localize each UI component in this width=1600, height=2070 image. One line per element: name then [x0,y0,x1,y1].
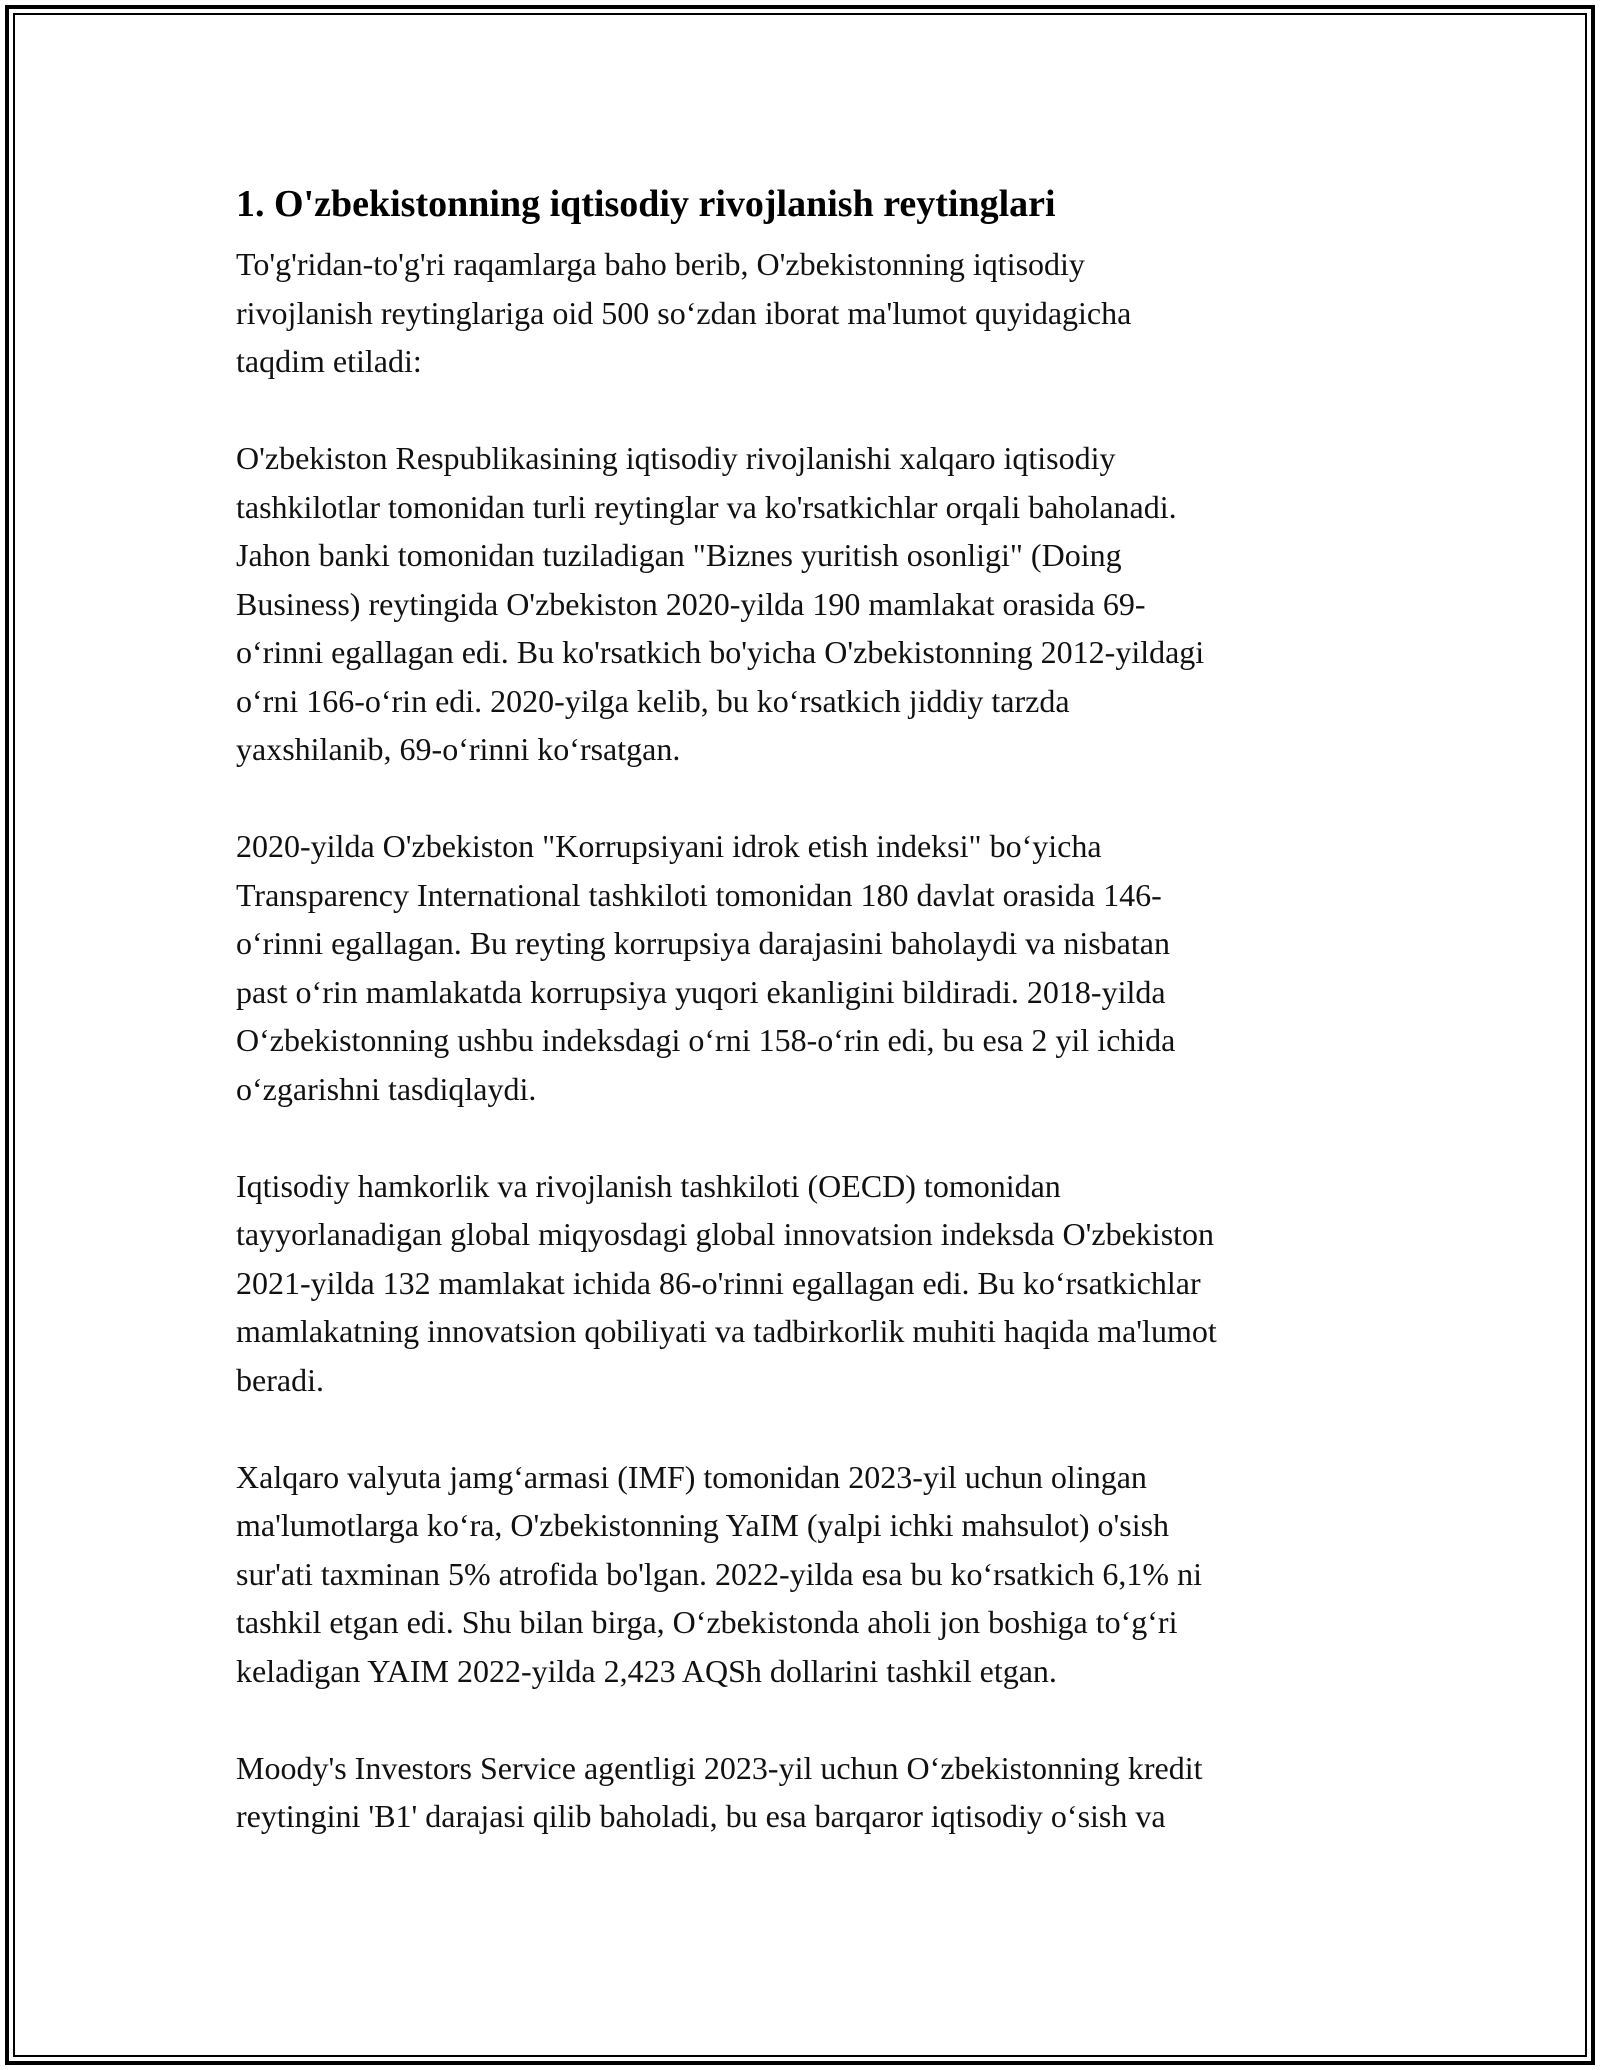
text-line: past o‘rin mamlakatda korrupsiya yuqori ekanligini bildiradi. 2018-yilda [236,973,1166,1010]
text-line: rivojlanish reytinglariga oid 500 so‘zdan iborat ma'lumot quyidagicha [236,294,1132,331]
text-line: O'zbekiston Respublikasining iqtisodiy rivojlanishi xalqaro iqtisodiy [236,440,1116,476]
text-line: Iqtisodiy hamkorlik va rivojlanish tashkiloti (OECD) tomonidan [236,1167,1061,1204]
text-line: yaxshilanib, 69-o‘rinni ko‘rsatgan. [236,731,681,767]
text-line: tashkil etgan edi. Shu bilan birga, O‘zbekistonda aholi jon boshiga to‘g‘ri [236,1604,1178,1640]
text-line: tashkilotlar tomonidan turli reytinglar va ko'rsatkichlar orqali baholanadi. [236,488,1177,525]
text-line: mamlakatning innovatsion qobiliyati va tadbirkorlik muhiti haqida ma'lumot [236,1313,1217,1349]
text-line: tayyorlanadigan global miqyosdagi global innovatsion indeksda O'zbekiston [236,1216,1215,1252]
text-line: 2021-yilda 132 mamlakat ichida 86-o'rinni egallagan edi. Bu ko‘rsatkichlar [236,1264,1201,1301]
text-line: keladigan YAIM 2022-yilda 2,423 AQSh dollarini tashkil etgan. [236,1652,1057,1689]
text-line: ma'lumotlarga ko‘ra, O'zbekistonning YaIM (yalpi ichki mahsulot) o'sish [236,1507,1170,1543]
text-line: To'g'ridan-to'g'ri raqamlarga baho berib, O'zbekistonning iqtisodiy [236,246,1085,282]
text-line: o‘rni 166-o‘rin edi. 2020-yilga kelib, bu ko‘rsatkich jiddiy tarzda [236,682,1070,719]
document-body [236,180,1366,1889]
text-line: Business) reytingida O'zbekiston 2020-yilda 190 mamlakat orasida 69- [236,585,1146,622]
paragraph-moodys-rating [236,1744,1366,1841]
paragraph-doing-business [236,434,1366,774]
paragraph-corruption-index [236,822,1366,1113]
text-line: o‘zgarishni tasdiqlaydi. [236,1070,537,1107]
text-line: 2020-yilda O'zbekiston "Korrupsiyani idrok etish indeksi" bo‘yicha [236,828,1102,864]
paragraph-innovation-index [236,1162,1366,1405]
text-line: beradi. [236,1361,324,1398]
text-line: Transparency International tashkiloti tomonidan 180 davlat orasida 146- [236,876,1162,913]
text-line: o‘rinni egallagan edi. Bu ko'rsatkich bo'yicha O'zbekistonning 2012-yildagi [236,634,1205,670]
text-line: sur'ati taxminan 5% atrofida bo'lgan. 2022-yilda esa bu ko‘rsatkich 6,1% ni [236,1555,1202,1592]
text-line: Moody's Investors Service agentligi 2023-yil uchun O‘zbekistonning kredit [236,1749,1203,1786]
text-line: o‘rinni egallagan. Bu reyting korrupsiya darajasini baholaydi va nisbatan [236,925,1170,961]
text-line: Jahon banki tomonidan tuziladigan "Biznes yuritish osonligi" (Doing [236,537,1122,573]
text-line: O‘zbekistonning ushbu indeksdagi o‘rni 158-o‘rin edi, bu esa 2 yil ichida [236,1022,1176,1058]
text-line: reytingini 'B1' darajasi qilib baholadi, bu esa barqaror iqtisodiy o‘sish va [236,1798,1166,1834]
paragraph-intro [236,240,1366,386]
text-line: taqdim etiladi: [236,343,422,379]
paragraph-imf-gdp [236,1453,1366,1696]
text-line: Xalqaro valyuta jamg‘armasi (IMF) tomonidan 2023-yil uchun olingan [236,1458,1147,1495]
section-heading: 1. O'zbekistonning iqtisodiy rivojlanish reytinglari [236,183,1056,225]
